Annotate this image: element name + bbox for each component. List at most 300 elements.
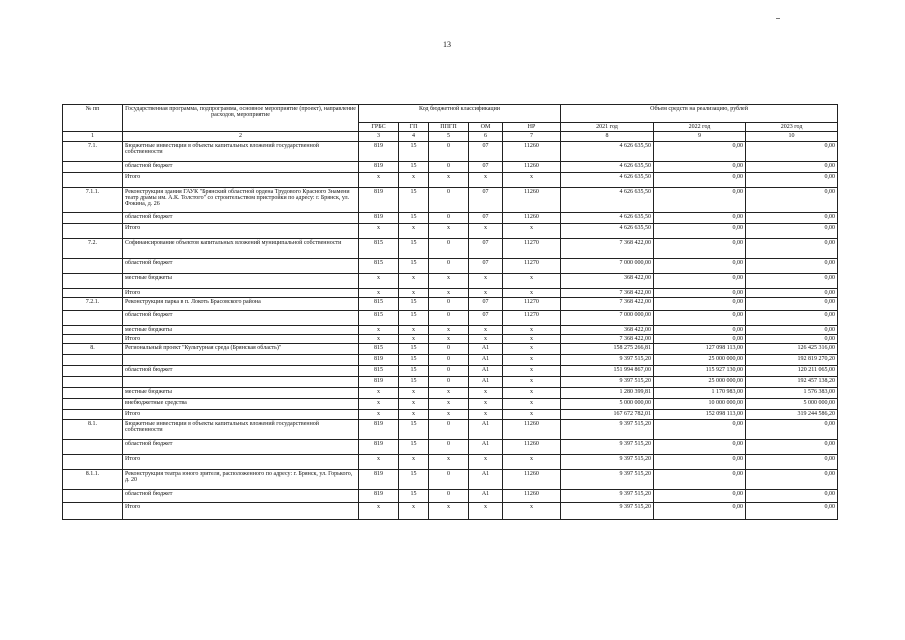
amount-2021: 9 397 515,20 xyxy=(561,377,654,388)
code-grbs: 819 xyxy=(359,469,399,489)
table-row xyxy=(63,344,838,355)
amount-2023: 0,00 xyxy=(746,273,838,288)
code-gp: 15 xyxy=(399,439,429,454)
code-om: 07 xyxy=(469,310,503,325)
row-number xyxy=(63,388,123,399)
code-om: 07 xyxy=(469,187,503,212)
column-number: 9 xyxy=(654,132,746,141)
code-nr: 11260 xyxy=(503,489,561,502)
amount-2022: 0,00 xyxy=(654,212,746,223)
table-row xyxy=(63,212,838,223)
table-row xyxy=(63,489,838,502)
row-description: Итого xyxy=(123,223,359,238)
code-om: А1 xyxy=(469,489,503,502)
amount-2023: 0,00 xyxy=(746,223,838,238)
code-ppgp: х xyxy=(429,388,469,399)
code-gp: 15 xyxy=(399,419,429,439)
code-grbs: х xyxy=(359,399,399,410)
code-grbs: 819 xyxy=(359,212,399,223)
code-om: 07 xyxy=(469,238,503,258)
code-nr: 11260 xyxy=(503,419,561,439)
amount-2022: 0,00 xyxy=(654,419,746,439)
header-grbs: ГРБС xyxy=(359,123,399,132)
amount-2022: 115 927 130,00 xyxy=(654,366,746,377)
code-gp: 15 xyxy=(399,238,429,258)
amount-2023: 0,00 xyxy=(746,454,838,469)
code-om: х xyxy=(469,223,503,238)
code-nr: 11260 xyxy=(503,469,561,489)
table-row xyxy=(63,223,838,238)
row-number: 8.1.1. xyxy=(63,469,123,489)
amount-2023: 126 425 316,00 xyxy=(746,344,838,355)
amount-2022: 0,00 xyxy=(654,335,746,344)
row-description: Реконструкция парка в п. Локоть Брасовского района xyxy=(123,297,359,310)
amount-2022: 10 000 000,00 xyxy=(654,399,746,410)
amount-2023: 5 000 000,00 xyxy=(746,399,838,410)
amount-2021: 9 397 515,20 xyxy=(561,439,654,454)
code-om: х xyxy=(469,502,503,519)
row-number xyxy=(63,489,123,502)
amount-2022: 0,00 xyxy=(654,141,746,161)
code-grbs: 819 xyxy=(359,187,399,212)
row-description: Итого xyxy=(123,172,359,187)
code-om: х xyxy=(469,388,503,399)
code-om: А1 xyxy=(469,355,503,366)
amount-2021: 158 275 266,81 xyxy=(561,344,654,355)
code-gp: 15 xyxy=(399,469,429,489)
amount-2022: 1 170 983,00 xyxy=(654,388,746,399)
code-nr: х xyxy=(503,502,561,519)
code-nr: х xyxy=(503,355,561,366)
row-description: внебюджетные средства xyxy=(123,399,359,410)
amount-2022: 0,00 xyxy=(654,288,746,297)
row-description: областной бюджет xyxy=(123,161,359,172)
code-grbs: 819 xyxy=(359,141,399,161)
amount-2023: 0,00 xyxy=(746,325,838,334)
code-nr: 11260 xyxy=(503,212,561,223)
code-gp: 15 xyxy=(399,489,429,502)
code-ppgp: х xyxy=(429,399,469,410)
row-description: областной бюджет xyxy=(123,366,359,377)
table-row xyxy=(63,419,838,439)
code-grbs: 819 xyxy=(359,419,399,439)
column-number: 10 xyxy=(746,132,838,141)
amount-2021: 9 397 515,20 xyxy=(561,469,654,489)
column-number: 8 xyxy=(561,132,654,141)
code-om: А1 xyxy=(469,469,503,489)
amount-2023: 0,00 xyxy=(746,489,838,502)
amount-2022: 25 000 000,00 xyxy=(654,377,746,388)
amount-2022: 0,00 xyxy=(654,489,746,502)
budget-table xyxy=(62,104,838,520)
amount-2022: 0,00 xyxy=(654,223,746,238)
code-nr: 11260 xyxy=(503,439,561,454)
code-grbs: 819 xyxy=(359,377,399,388)
code-om: х xyxy=(469,454,503,469)
code-om: А1 xyxy=(469,344,503,355)
row-description: местные бюджеты xyxy=(123,388,359,399)
code-ppgp: 0 xyxy=(429,297,469,310)
amount-2021: 4 626 635,50 xyxy=(561,212,654,223)
amount-2022: 0,00 xyxy=(654,469,746,489)
code-grbs: х xyxy=(359,223,399,238)
code-gp: х xyxy=(399,288,429,297)
code-grbs: х xyxy=(359,410,399,419)
code-ppgp: 0 xyxy=(429,439,469,454)
row-description xyxy=(123,377,359,388)
code-grbs: 819 xyxy=(359,161,399,172)
code-nr: х xyxy=(503,223,561,238)
amount-2022: 152 098 113,00 xyxy=(654,410,746,419)
code-gp: 15 xyxy=(399,344,429,355)
code-om: х xyxy=(469,399,503,410)
row-number xyxy=(63,366,123,377)
code-gp: 15 xyxy=(399,297,429,310)
amount-2022: 0,00 xyxy=(654,172,746,187)
code-om: х xyxy=(469,335,503,344)
header-code-group: Код бюджетной классификации xyxy=(359,105,561,123)
amount-2022: 127 098 113,00 xyxy=(654,344,746,355)
header-2021: 2021 год xyxy=(561,123,654,132)
amount-2023: 0,00 xyxy=(746,310,838,325)
row-number xyxy=(63,399,123,410)
code-ppgp: 0 xyxy=(429,419,469,439)
code-gp: х xyxy=(399,399,429,410)
table-row xyxy=(63,172,838,187)
row-number: 7.1.1. xyxy=(63,187,123,212)
row-description: Бюджетные инвестиции в объекты капитальных вложений государственной собственности xyxy=(123,419,359,439)
amount-2021: 5 000 000,00 xyxy=(561,399,654,410)
code-gp: х xyxy=(399,325,429,334)
code-gp: 15 xyxy=(399,377,429,388)
row-description xyxy=(123,355,359,366)
code-ppgp: 0 xyxy=(429,161,469,172)
code-grbs: 815 xyxy=(359,310,399,325)
column-number: 3 xyxy=(359,132,399,141)
code-nr: х xyxy=(503,399,561,410)
code-ppgp: 0 xyxy=(429,344,469,355)
code-gp: 15 xyxy=(399,310,429,325)
column-number: 5 xyxy=(429,132,469,141)
amount-2021: 368 422,00 xyxy=(561,273,654,288)
row-number xyxy=(63,335,123,344)
code-nr: 11260 xyxy=(503,161,561,172)
code-ppgp: 0 xyxy=(429,377,469,388)
amount-2021: 1 280 399,81 xyxy=(561,388,654,399)
column-number-row xyxy=(63,132,838,141)
code-gp: х xyxy=(399,273,429,288)
amount-2023: 0,00 xyxy=(746,161,838,172)
row-number: 8. xyxy=(63,344,123,355)
row-number xyxy=(63,258,123,273)
code-grbs: х xyxy=(359,502,399,519)
row-description: Софинансирование объектов капитальных вложений муниципальной собственности xyxy=(123,238,359,258)
code-nr: 11270 xyxy=(503,310,561,325)
code-ppgp: х xyxy=(429,273,469,288)
code-gp: х xyxy=(399,388,429,399)
code-nr: х xyxy=(503,366,561,377)
row-description: областной бюджет xyxy=(123,212,359,223)
row-description: Региональный проект "Культурная среда (Брянская область)" xyxy=(123,344,359,355)
column-number: 1 xyxy=(63,132,123,141)
header-name: Государственная программа, подпрограмма, основное мероприятие (проект), направление расходов, мероприятие xyxy=(123,105,359,132)
code-om: х xyxy=(469,410,503,419)
code-ppgp: 0 xyxy=(429,366,469,377)
amount-2023: 0,00 xyxy=(746,172,838,187)
code-ppgp: х xyxy=(429,410,469,419)
amount-2021: 9 397 515,20 xyxy=(561,419,654,439)
amount-2021: 4 626 635,50 xyxy=(561,141,654,161)
code-nr: х xyxy=(503,377,561,388)
amount-2023: 192 457 138,20 xyxy=(746,377,838,388)
code-grbs: х xyxy=(359,325,399,334)
code-gp: 15 xyxy=(399,355,429,366)
code-grbs: х xyxy=(359,335,399,344)
amount-2021: 9 397 515,20 xyxy=(561,489,654,502)
row-number xyxy=(63,273,123,288)
code-ppgp: х xyxy=(429,325,469,334)
code-om: х xyxy=(469,273,503,288)
corner-mark xyxy=(776,18,780,19)
code-om: А1 xyxy=(469,439,503,454)
code-gp: х xyxy=(399,223,429,238)
row-description: Итого xyxy=(123,288,359,297)
code-om: 07 xyxy=(469,297,503,310)
table-row xyxy=(63,288,838,297)
amount-2022: 0,00 xyxy=(654,238,746,258)
code-nr: 11270 xyxy=(503,297,561,310)
header-volume-group: Объем средств на реализацию, рублей xyxy=(561,105,838,123)
code-gp: 15 xyxy=(399,187,429,212)
code-grbs: 815 xyxy=(359,258,399,273)
amount-2023: 0,00 xyxy=(746,439,838,454)
amount-2021: 7 368 422,00 xyxy=(561,288,654,297)
row-number: 7.1. xyxy=(63,141,123,161)
amount-2021: 368 422,00 xyxy=(561,325,654,334)
code-gp: 15 xyxy=(399,161,429,172)
code-nr: х xyxy=(503,325,561,334)
amount-2021: 4 626 635,50 xyxy=(561,161,654,172)
table-row xyxy=(63,410,838,419)
row-number xyxy=(63,410,123,419)
amount-2023: 120 211 065,00 xyxy=(746,366,838,377)
code-nr: х xyxy=(503,410,561,419)
code-om: 07 xyxy=(469,212,503,223)
row-number xyxy=(63,502,123,519)
code-nr: 11270 xyxy=(503,238,561,258)
amount-2023: 1 576 383,00 xyxy=(746,388,838,399)
code-grbs: 815 xyxy=(359,366,399,377)
code-om: 07 xyxy=(469,161,503,172)
table-row xyxy=(63,258,838,273)
code-nr: х xyxy=(503,273,561,288)
code-grbs: х xyxy=(359,454,399,469)
code-gp: х xyxy=(399,502,429,519)
amount-2023: 0,00 xyxy=(746,297,838,310)
row-description: местные бюджеты xyxy=(123,325,359,334)
code-ppgp: 0 xyxy=(429,141,469,161)
row-description: Итого xyxy=(123,502,359,519)
code-nr: 11260 xyxy=(503,187,561,212)
amount-2023: 0,00 xyxy=(746,469,838,489)
table-row xyxy=(63,310,838,325)
code-grbs: 815 xyxy=(359,238,399,258)
row-description: местные бюджеты xyxy=(123,273,359,288)
amount-2021: 7 000 000,00 xyxy=(561,310,654,325)
row-description: Бюджетные инвестиции в объекты капитальных вложений государственной собственности xyxy=(123,141,359,161)
table-row xyxy=(63,335,838,344)
amount-2022: 0,00 xyxy=(654,454,746,469)
row-description: Итого xyxy=(123,335,359,344)
code-gp: х xyxy=(399,172,429,187)
header-gp: ГП xyxy=(399,123,429,132)
amount-2022: 0,00 xyxy=(654,161,746,172)
code-grbs: 819 xyxy=(359,355,399,366)
amount-2023: 0,00 xyxy=(746,141,838,161)
amount-2021: 4 626 635,50 xyxy=(561,187,654,212)
code-om: А1 xyxy=(469,377,503,388)
row-number xyxy=(63,161,123,172)
column-number: 2 xyxy=(123,132,359,141)
code-ppgp: 0 xyxy=(429,310,469,325)
code-om: 07 xyxy=(469,141,503,161)
table-row xyxy=(63,297,838,310)
code-grbs: 815 xyxy=(359,344,399,355)
table-row xyxy=(63,238,838,258)
table-row xyxy=(63,366,838,377)
code-ppgp: х xyxy=(429,288,469,297)
row-description: Итого xyxy=(123,454,359,469)
amount-2021: 4 626 635,50 xyxy=(561,172,654,187)
code-om: х xyxy=(469,172,503,187)
code-nr: 11270 xyxy=(503,258,561,273)
code-grbs: 819 xyxy=(359,439,399,454)
row-number: 7.2. xyxy=(63,238,123,258)
code-grbs: х xyxy=(359,388,399,399)
row-description: областной бюджет xyxy=(123,439,359,454)
code-ppgp: х xyxy=(429,502,469,519)
amount-2023: 0,00 xyxy=(746,238,838,258)
row-number xyxy=(63,212,123,223)
amount-2022: 0,00 xyxy=(654,297,746,310)
amount-2021: 7 000 000,00 xyxy=(561,258,654,273)
amount-2022: 0,00 xyxy=(654,502,746,519)
row-description: Реконструкция здания ГАУК "Брянский областной ордена Трудового Красного Знамени театр драмы им. А.К. Толстого" со строительством пристройки по адресу: г. Брянск, ул. Фокина, д. 26 xyxy=(123,187,359,212)
code-om: А1 xyxy=(469,419,503,439)
header-2023: 2023 год xyxy=(746,123,838,132)
table-header xyxy=(63,105,838,142)
header-2022: 2022 год xyxy=(654,123,746,132)
amount-2023: 0,00 xyxy=(746,419,838,439)
page-number: 13 xyxy=(443,40,451,49)
amount-2023: 0,00 xyxy=(746,288,838,297)
row-number xyxy=(63,355,123,366)
code-ppgp: 0 xyxy=(429,238,469,258)
table-body xyxy=(63,141,838,519)
amount-2021: 7 368 422,00 xyxy=(561,297,654,310)
row-number xyxy=(63,454,123,469)
row-number xyxy=(63,439,123,454)
table-row xyxy=(63,388,838,399)
code-nr: х xyxy=(503,454,561,469)
row-number xyxy=(63,172,123,187)
code-gp: х xyxy=(399,335,429,344)
table-row xyxy=(63,439,838,454)
code-ppgp: 0 xyxy=(429,489,469,502)
code-ppgp: х xyxy=(429,223,469,238)
amount-2022: 25 000 000,00 xyxy=(654,355,746,366)
amount-2023: 0,00 xyxy=(746,212,838,223)
column-number: 4 xyxy=(399,132,429,141)
row-number xyxy=(63,377,123,388)
code-grbs: 819 xyxy=(359,489,399,502)
code-gp: 15 xyxy=(399,141,429,161)
amount-2023: 0,00 xyxy=(746,187,838,212)
amount-2021: 9 397 515,20 xyxy=(561,454,654,469)
code-nr: х xyxy=(503,288,561,297)
amount-2022: 0,00 xyxy=(654,187,746,212)
row-number xyxy=(63,310,123,325)
code-nr: х xyxy=(503,344,561,355)
code-nr: х xyxy=(503,172,561,187)
code-ppgp: х xyxy=(429,335,469,344)
amount-2021: 4 626 635,50 xyxy=(561,223,654,238)
table-row xyxy=(63,187,838,212)
amount-2021: 7 368 422,00 xyxy=(561,335,654,344)
code-gp: х xyxy=(399,410,429,419)
code-grbs: х xyxy=(359,273,399,288)
code-grbs: х xyxy=(359,172,399,187)
column-number: 7 xyxy=(503,132,561,141)
row-number: 8.1. xyxy=(63,419,123,439)
code-gp: 15 xyxy=(399,212,429,223)
table-row xyxy=(63,502,838,519)
code-ppgp: 0 xyxy=(429,187,469,212)
amount-2021: 167 672 782,01 xyxy=(561,410,654,419)
table-row xyxy=(63,469,838,489)
code-ppgp: 0 xyxy=(429,212,469,223)
amount-2023: 0,00 xyxy=(746,335,838,344)
table-row xyxy=(63,377,838,388)
code-ppgp: 0 xyxy=(429,355,469,366)
code-om: А1 xyxy=(469,366,503,377)
row-description: Итого xyxy=(123,410,359,419)
table-row xyxy=(63,141,838,161)
column-number: 6 xyxy=(469,132,503,141)
amount-2022: 0,00 xyxy=(654,439,746,454)
header-om: ОМ xyxy=(469,123,503,132)
amount-2023: 0,00 xyxy=(746,502,838,519)
code-om: 07 xyxy=(469,258,503,273)
amount-2022: 0,00 xyxy=(654,325,746,334)
table-row xyxy=(63,355,838,366)
code-gp: 15 xyxy=(399,366,429,377)
amount-2022: 0,00 xyxy=(654,273,746,288)
amount-2021: 151 994 867,00 xyxy=(561,366,654,377)
code-grbs: 815 xyxy=(359,297,399,310)
row-number xyxy=(63,223,123,238)
amount-2022: 0,00 xyxy=(654,310,746,325)
row-number: 7.2.1. xyxy=(63,297,123,310)
table-row xyxy=(63,399,838,410)
amount-2023: 192 819 270,20 xyxy=(746,355,838,366)
code-om: х xyxy=(469,325,503,334)
row-number xyxy=(63,325,123,334)
code-ppgp: 0 xyxy=(429,469,469,489)
code-ppgp: х xyxy=(429,454,469,469)
row-number xyxy=(63,288,123,297)
header-num: № пп xyxy=(63,105,123,132)
